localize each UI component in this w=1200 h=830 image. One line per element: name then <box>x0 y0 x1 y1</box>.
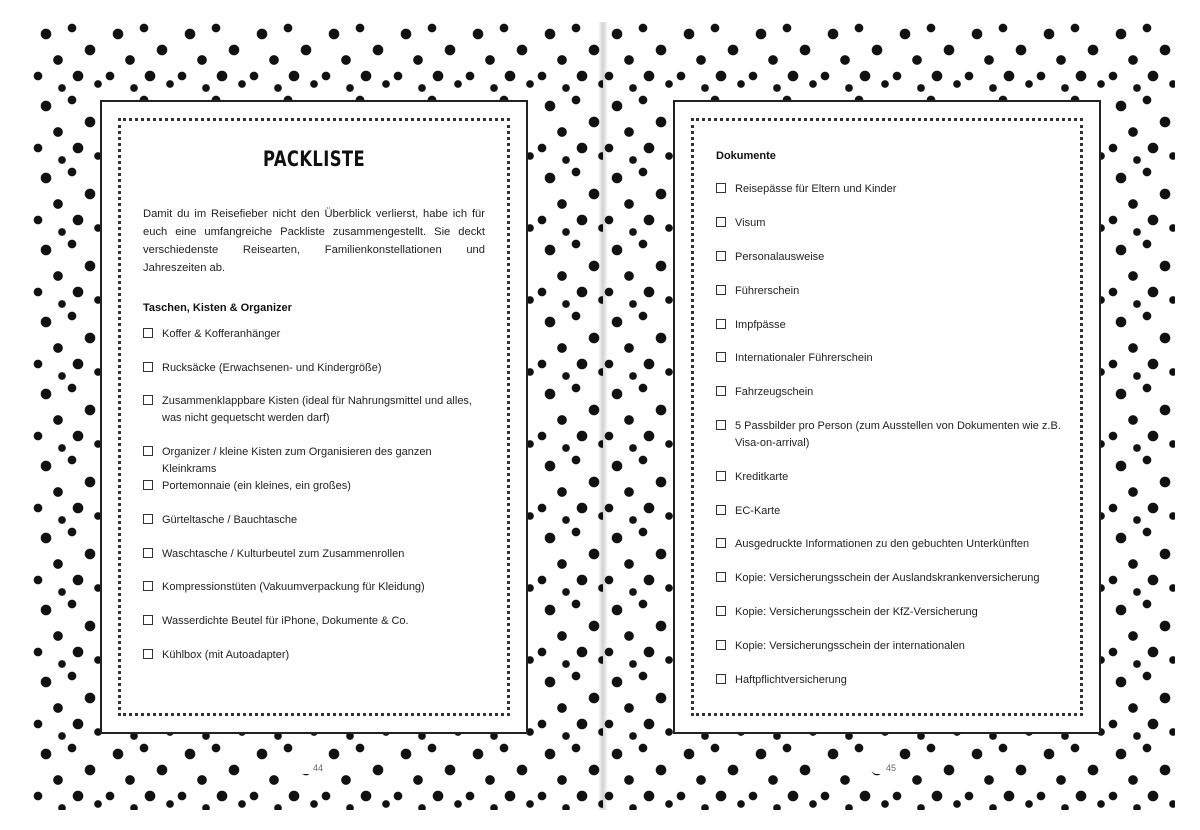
item-label: Führerschein <box>735 285 800 297</box>
checklist-item <box>143 444 489 478</box>
page-number: 44 <box>298 762 338 774</box>
checklist-item <box>716 249 1062 266</box>
item-label: Haftpflichtversicherung <box>735 674 847 686</box>
checklist-item <box>143 393 489 427</box>
checklist-item <box>716 317 1062 334</box>
checklist-item <box>716 503 1062 520</box>
checkbox[interactable] <box>143 615 153 625</box>
checklist-item <box>143 512 489 529</box>
checkbox[interactable] <box>716 217 726 227</box>
item-label: Ausgedruckte Informationen zu den gebuchten Unterkünften <box>735 538 1030 550</box>
book-gutter-shadow <box>598 22 608 810</box>
item-label: Kühlbox (mit Autoadapter) <box>162 649 290 661</box>
checklist-item <box>143 546 489 563</box>
checkbox[interactable] <box>716 640 726 650</box>
checkbox[interactable] <box>716 674 726 684</box>
item-label: Visum <box>735 217 766 229</box>
checkbox[interactable] <box>716 183 726 193</box>
checklist-item <box>143 478 489 495</box>
item-label: Zusammenklappbare Kisten (ideal für Nahrungsmittel und alles, was nicht gequetscht werden darf) <box>162 395 472 424</box>
checklist-item <box>716 638 1062 655</box>
dotted-border-frame <box>118 118 510 716</box>
checkbox[interactable] <box>143 548 153 558</box>
checkbox[interactable] <box>716 386 726 396</box>
item-label: Portemonnaie (ein kleines, ein großes) <box>162 480 351 492</box>
item-label: Personalausweise <box>735 251 825 263</box>
section-heading-documents: Dokumente <box>716 150 776 162</box>
item-label: Fahrzeugschein <box>735 386 814 398</box>
dotted-border-frame <box>691 118 1083 716</box>
left-page <box>32 22 604 810</box>
checklist-item <box>143 326 489 343</box>
section-heading-bags: Taschen, Kisten & Organizer <box>143 302 292 314</box>
item-label: Kompressionstüten (Vakuumverpackung für Kleidung) <box>162 581 425 593</box>
checklist-item <box>716 283 1062 300</box>
checkbox[interactable] <box>716 319 726 329</box>
checkbox[interactable] <box>716 285 726 295</box>
checkbox[interactable] <box>143 328 153 338</box>
checklist-item <box>716 604 1062 621</box>
checkbox[interactable] <box>143 480 153 490</box>
intro-paragraph: Damit du im Reisefieber nicht den Überblick verlierst, habe ich für euch eine umfangreiche Packliste zusammengestellt. Sie deckt verschiedenste Reisearten, Familienkonstellationen und Jahreszeiten ab. <box>143 208 485 274</box>
checkbox[interactable] <box>143 649 153 659</box>
item-label: Koffer & Kofferanhänger <box>162 328 281 340</box>
checklist-item <box>143 579 489 596</box>
checklist-item <box>716 469 1062 486</box>
item-label: Organizer / kleine Kisten zum Organisieren des ganzen Kleinkrams <box>162 446 432 475</box>
item-label: Waschtasche / Kulturbeutel zum Zusammenrollen <box>162 548 405 560</box>
checklist-item <box>716 418 1062 452</box>
page-number: 45 <box>871 762 911 774</box>
checklist-item <box>716 384 1062 401</box>
checkbox[interactable] <box>716 352 726 362</box>
right-page <box>603 22 1175 810</box>
item-label: Gürteltasche / Bauchtasche <box>162 514 298 526</box>
item-label: Kopie: Versicherungsschein der Auslandskrankenversicherung <box>735 572 1040 584</box>
checkbox[interactable] <box>716 572 726 582</box>
item-label: Internationaler Führerschein <box>735 352 873 364</box>
packing-list-card <box>100 100 528 734</box>
checkbox[interactable] <box>716 606 726 616</box>
checkbox[interactable] <box>716 420 726 430</box>
checkbox[interactable] <box>143 395 153 405</box>
checkbox[interactable] <box>716 251 726 261</box>
item-label: 5 Passbilder pro Person (zum Ausstellen von Dokumenten wie z.B. Visa-on-arrival) <box>735 420 1061 449</box>
checklist-item <box>143 360 489 377</box>
checkbox[interactable] <box>143 581 153 591</box>
checkbox[interactable] <box>143 514 153 524</box>
checklist-item <box>716 350 1062 367</box>
item-label: Kopie: Versicherungsschein der KfZ-Versicherung <box>735 606 978 618</box>
checklist-item <box>716 181 1062 198</box>
item-label: Kopie: Versicherungsschein der internationalen <box>735 640 965 652</box>
page-title: PACKLISTE <box>262 147 366 171</box>
checkbox[interactable] <box>143 446 153 456</box>
documents-card <box>673 100 1101 734</box>
checklist-item <box>716 215 1062 232</box>
checkbox[interactable] <box>143 362 153 372</box>
checkbox[interactable] <box>716 471 726 481</box>
item-label: EC-Karte <box>735 505 781 517</box>
checklist-item <box>716 570 1062 587</box>
checkbox[interactable] <box>716 505 726 515</box>
checklist-item <box>716 672 1062 689</box>
checklist-item <box>143 613 489 630</box>
item-label: Kreditkarte <box>735 471 789 483</box>
item-label: Wasserdichte Beutel für iPhone, Dokumente & Co. <box>162 615 409 627</box>
item-label: Reisepässe für Eltern und Kinder <box>735 183 897 195</box>
item-label: Impfpässe <box>735 319 786 331</box>
checklist-item <box>716 536 1062 553</box>
item-label: Rucksäcke (Erwachsenen- und Kindergröße) <box>162 362 382 374</box>
checkbox[interactable] <box>716 538 726 548</box>
checklist-item <box>143 647 489 664</box>
